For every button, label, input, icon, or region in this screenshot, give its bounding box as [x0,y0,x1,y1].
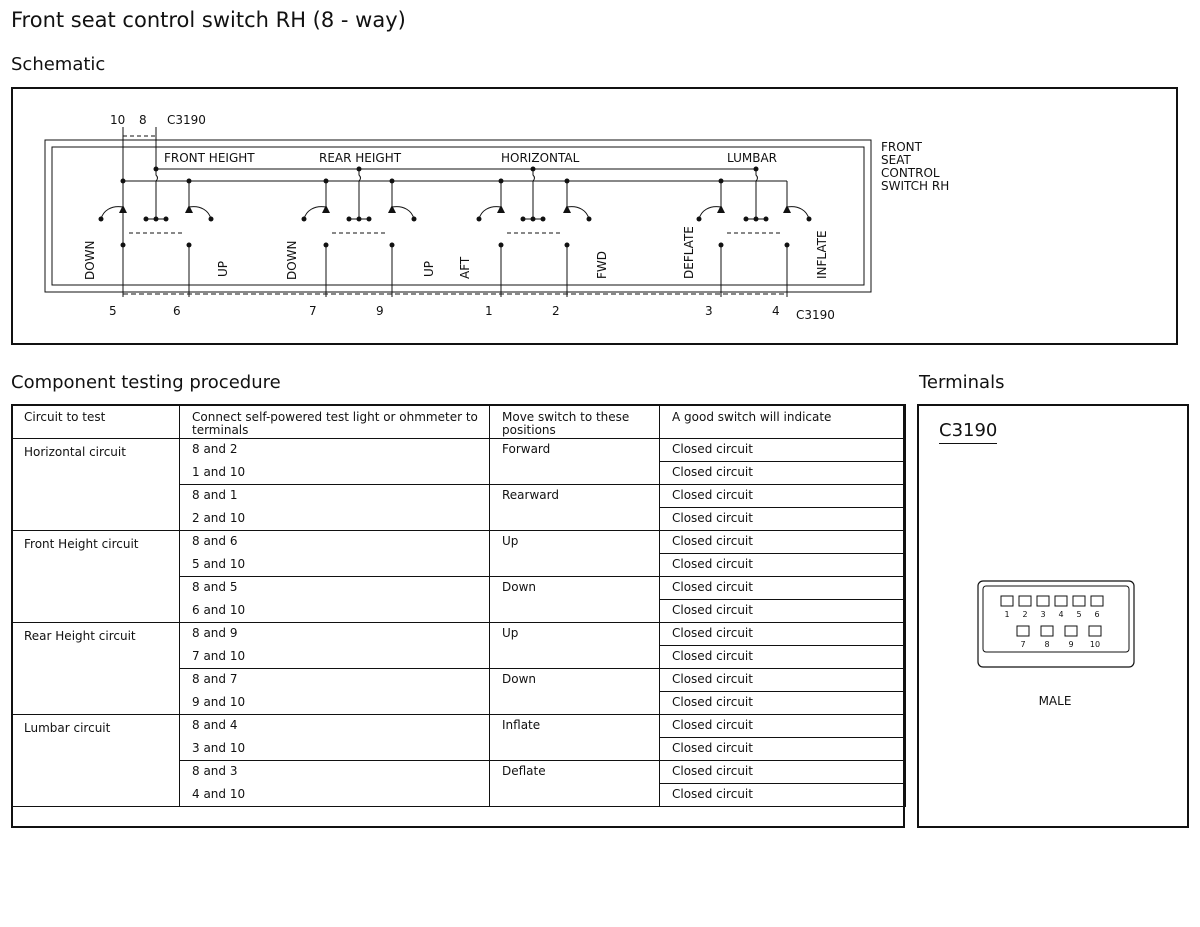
table-row [12,715,906,738]
section-label-lumbar: LUMBAR [727,151,778,165]
circuit-name-cell: Horizontal circuit [12,439,180,531]
result-cell: Closed circuit [660,669,906,692]
result-cell: Closed circuit [660,485,906,508]
bottom-pin-6: 6 [173,304,181,318]
pin-cavity [1055,596,1067,606]
result-cell: Closed circuit [660,554,906,577]
pin-number: 7 [1020,640,1026,649]
dir-deflate: DEFLATE [682,226,696,279]
section-label-horizontal: HORIZONTAL [501,151,580,165]
testing-heading: Component testing procedure [11,372,281,393]
pin-number: 6 [1094,610,1100,619]
header-circuit: Circuit to test [12,405,180,439]
hop-4 [756,169,758,219]
table-body [12,439,906,807]
component-label-line-4: SWITCH RH [881,179,950,193]
component-label-line-2: SEAT [881,153,911,167]
terminals-cell: 3 and 10 [180,738,490,761]
bottom-pin-7: 7 [309,304,317,318]
result-cell: Closed circuit [660,531,906,554]
terminals-heading: Terminals [919,372,1005,393]
result-cell: Closed circuit [660,508,906,531]
terminals-cell: 8 and 9 [180,623,490,646]
terminals-cell: 1 and 10 [180,462,490,485]
result-cell: Closed circuit [660,646,906,669]
connector-gender: MALE [1038,694,1072,708]
schematic-panel [11,87,1178,345]
terminals-cell: 8 and 4 [180,715,490,738]
schematic-heading: Schematic [11,54,106,75]
header-positions: Move switch to these positions [490,405,660,439]
result-cell: Closed circuit [660,600,906,623]
result-cell: Closed circuit [660,462,906,485]
result-cell: Closed circuit [660,439,906,462]
bottom-pin-4: 4 [772,304,780,318]
bottom-pin-2: 2 [552,304,560,318]
terminals-panel [917,404,1189,828]
dir-down-2: DOWN [285,240,299,280]
terminals-cell: 8 and 2 [180,439,490,462]
terminals-cell: 8 and 6 [180,531,490,554]
terminals-cell: 8 and 3 [180,761,490,784]
pin-number: 2 [1022,610,1028,619]
pin-cavity [1001,596,1013,606]
terminals-cell: 8 and 5 [180,577,490,600]
pin-number: 1 [1004,610,1010,619]
component-label-line-3: CONTROL [881,166,940,180]
terminals-cell: 8 and 7 [180,669,490,692]
terminals-cell: 4 and 10 [180,784,490,807]
terminals-cell: 5 and 10 [180,554,490,577]
schematic-diagram [11,87,1178,345]
pin-cavity [1091,596,1103,606]
header-indication: A good switch will indicate [660,405,906,439]
terminals-cell: 6 and 10 [180,600,490,623]
circuit-name-cell: Front Height circuit [12,531,180,623]
result-cell: Closed circuit [660,623,906,646]
component-label-line-1: FRONT [881,140,922,154]
header-terminals: Connect self-powered test light or ohmmeter to terminals [180,405,490,439]
pin-cavity [1037,596,1049,606]
connector-face [977,580,1137,672]
section-label-front-height: FRONT HEIGHT [164,151,255,165]
position-cell: Deflate [490,761,660,807]
connector-bottom-label: C3190 [796,308,835,322]
circuit-name-cell: Lumbar circuit [12,715,180,807]
bottom-pin-1: 1 [485,304,493,318]
connector-name: C3190 [939,420,997,444]
hop-1 [156,169,158,219]
circuit-name-cell: Rear Height circuit [12,623,180,715]
position-cell: Rearward [490,485,660,531]
position-cell: Up [490,531,660,577]
pin-number: 9 [1068,640,1074,649]
connector-top-label: C3190 [167,113,206,127]
dir-inflate: INFLATE [815,230,829,279]
bottom-pin-3: 3 [705,304,713,318]
pin-number: 10 [1089,640,1101,649]
section-label-rear-height: REAR HEIGHT [319,151,402,165]
table-row [12,439,906,462]
result-cell: Closed circuit [660,784,906,807]
pin-cavity [1073,596,1085,606]
position-cell: Inflate [490,715,660,761]
hop-2 [359,169,361,219]
position-cell: Forward [490,439,660,485]
pin-number: 4 [1058,610,1064,619]
dir-fwd: FWD [595,250,609,279]
top-pin-8: 8 [139,113,147,127]
terminals-cell: 8 and 1 [180,485,490,508]
terminals-cell: 7 and 10 [180,646,490,669]
table-header-row [12,405,906,439]
dir-up-2: UP [422,260,436,277]
bottom-pin-9: 9 [376,304,384,318]
dir-down-1: DOWN [83,240,97,280]
position-cell: Up [490,623,660,669]
pin-cavity [1017,626,1029,636]
terminals-cell: 9 and 10 [180,692,490,715]
pin-cavity [1065,626,1077,636]
pin-cavity [1019,596,1031,606]
pin-number: 8 [1044,640,1050,649]
dir-up-1: UP [216,260,230,277]
page-title: Front seat control switch RH (8 - way) [11,8,406,32]
position-cell: Down [490,669,660,715]
dir-aft: AFT [458,256,472,279]
pin-cavity [1089,626,1101,636]
result-cell: Closed circuit [660,715,906,738]
result-cell: Closed circuit [660,692,906,715]
pin-number: 5 [1076,610,1082,619]
hop-3 [533,169,535,219]
table-row [12,531,906,554]
pin-cavity [1041,626,1053,636]
table-row [12,623,906,646]
result-cell: Closed circuit [660,577,906,600]
result-cell: Closed circuit [660,738,906,761]
pin-number: 3 [1040,610,1046,619]
top-pin-10: 10 [110,113,126,127]
bottom-pin-5: 5 [109,304,117,318]
testing-table [11,404,906,807]
terminals-cell: 2 and 10 [180,508,490,531]
result-cell: Closed circuit [660,761,906,784]
position-cell: Down [490,577,660,623]
